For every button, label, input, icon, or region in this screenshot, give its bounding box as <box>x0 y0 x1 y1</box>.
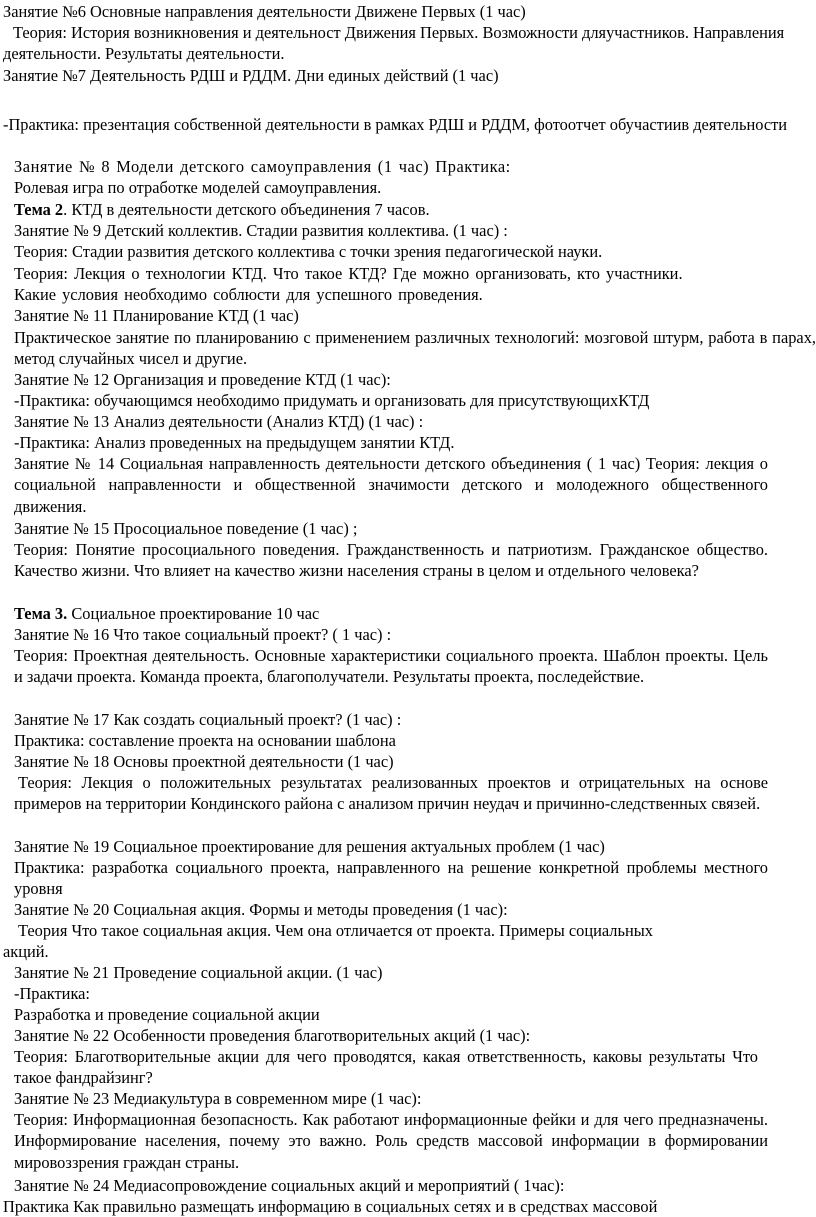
lesson-24-practice: Практика Как правильно размещать информацию в социальных сетях и в средствах массовой <box>3 1197 658 1216</box>
topic-3-title: Социальное проектирование 10 час <box>67 604 320 623</box>
lesson-15-theory: Теория: Понятие просоциального поведения. Гражданственность и патриотизм. Гражданское общество. Качество жизни. Что влияет на качество жизни населения страны в целом и отдельного человека? <box>14 540 768 581</box>
lesson-17-heading: Занятие № 17 Как создать социальный проект? (1 час) : <box>14 710 402 729</box>
lesson-16-heading: Занятие № 16 Что такое социальный проект? ( 1 час) : <box>14 625 392 644</box>
lesson-10-theory: Теория: Лекция о технологии КТД. Что такое КТД? Где можно организовать, кто участники. Какие условия необходимо соблюсти для успешного проведения. <box>14 264 683 305</box>
lesson-21-practice: Разработка и проведение социальной акции <box>14 1005 320 1024</box>
lesson-20-theory-end: акций. <box>3 942 49 961</box>
lesson-18-theory: Теория: Лекция о положительных результатах реализованных проектов и отрицательных на основе примеров на территории Кондинского района с анализом причин неудач и причинно-следственных связей. <box>14 773 768 814</box>
topic-3-label: Тема 3. <box>14 604 68 623</box>
lesson-6-theory: Теория: История возникновения и деятельност Движения Первых. Возможности дляучастников. Направления деятельности. Результаты деятельности. <box>3 23 785 64</box>
lesson-11-heading: Занятие № 11 Планирование КТД (1 час) <box>14 306 299 325</box>
lesson-22-heading: Занятие № 22 Особенности проведения благотворительных акций (1 час): <box>14 1026 531 1045</box>
lesson-23-heading: Занятие № 23 Медиакультура в современном мире (1 час): <box>14 1089 422 1108</box>
topic-3-heading <box>14 603 794 624</box>
lesson-21-practice-label: -Практика: <box>14 984 90 1003</box>
lesson-21-heading: Занятие № 21 Проведение социальной акции. (1 час) <box>14 963 383 982</box>
lesson-9-heading: Занятие № 9 Детский коллектив. Стадии развития коллектива. (1 час) : <box>14 221 508 240</box>
lesson-13-heading: Занятие № 13 Анализ деятельности (Анализ КТД) (1 час) : <box>14 412 424 431</box>
lesson-8-practice: Ролевая игра по отработке моделей самоуправления. <box>14 178 382 197</box>
lesson-17-practice: Практика: составление проекта на основании шаблона <box>14 731 396 750</box>
lesson-20-theory: Теория Что такое социальная акция. Чем она отличается от проекта. Примеры социальных <box>18 921 653 940</box>
lesson-7-practice: -Практика: презентация собственной деятельности в рамках РДШ и РДДМ, фотоотчет обучастиив деятельности <box>3 115 788 134</box>
topic-2-label: Тема 2 <box>14 200 64 219</box>
lesson-20-heading: Занятие № 20 Социальная акция. Формы и методы проведения (1 час): <box>14 900 508 919</box>
lesson-6-heading: Занятие №6 Основные направления деятельности Движене Первых (1 час) <box>3 2 526 21</box>
lesson-19-practice: Практика: разработка социального проекта, направленного на решение конкретной проблемы местного уровня <box>14 858 768 899</box>
lesson-22-theory: Теория: Благотворительные акции для чего проводятся, какая ответственность, каковы результаты Что такое фандрайзинг? <box>14 1047 758 1088</box>
lesson-15-heading: Занятие № 15 Просоциальное поведение (1 час) ; <box>14 519 358 538</box>
lesson-23-theory: Теория: Информационная безопасность. Как работают информационные фейки и для чего предназначены. Информирование населения, почему это важно. Роль средств массовой информации в формировании мировоззрения граждан страны. <box>14 1110 768 1172</box>
lesson-11-practice: Практическое занятие по планированию с применением различных технологий: мозговой штурм, работа в парах, метод случайных чисел и другие. <box>14 328 816 369</box>
lesson-9-theory: Теория: Стадии развития детского коллектива с точки зрения педагогической науки. <box>14 242 603 261</box>
lesson-16-theory: Теория: Проектная деятельность. Основные характеристики социального проекта. Шаблон проекты. Цель и задачи проекта. Команда проекта, благополучатели. Результаты проекта, последействие. <box>14 646 768 687</box>
lesson-8-heading: Занятие № 8 Модели детского самоуправления (1 час) Практика: <box>14 157 511 176</box>
lesson-19-heading: Занятие № 19 Социальное проектирование для решения актуальных проблем (1 час) <box>14 837 605 856</box>
topic-2-heading <box>14 199 794 220</box>
lesson-18-heading: Занятие № 18 Основы проектной деятельности (1 час) <box>14 752 394 771</box>
lesson-24-heading: Занятие № 24 Медиасопровождение социальных акций и мероприятий ( 1час): <box>14 1176 565 1195</box>
lesson-13-practice: -Практика: Анализ проведенных на предыдущем занятии КТД. <box>14 433 455 452</box>
topic-2-title: . КТД в деятельности детского объединения 7 часов. <box>63 200 430 219</box>
lesson-14-block: Занятие № 14 Социальная направленность деятельности детского объединения ( 1 час) Теория: лекция о социальной направленности и общественной значимости детского и молодежного общественного движения. <box>14 454 768 516</box>
lesson-12-practice: -Практика: обучающимся необходимо придумать и организовать для присутствующихКТД <box>14 391 650 410</box>
lesson-12-heading: Занятие № 12 Организация и проведение КТД (1 час): <box>14 370 391 389</box>
lesson-7-heading: Занятие №7 Деятельность РДШ и РДДМ. Дни единых действий (1 час) <box>3 66 499 85</box>
